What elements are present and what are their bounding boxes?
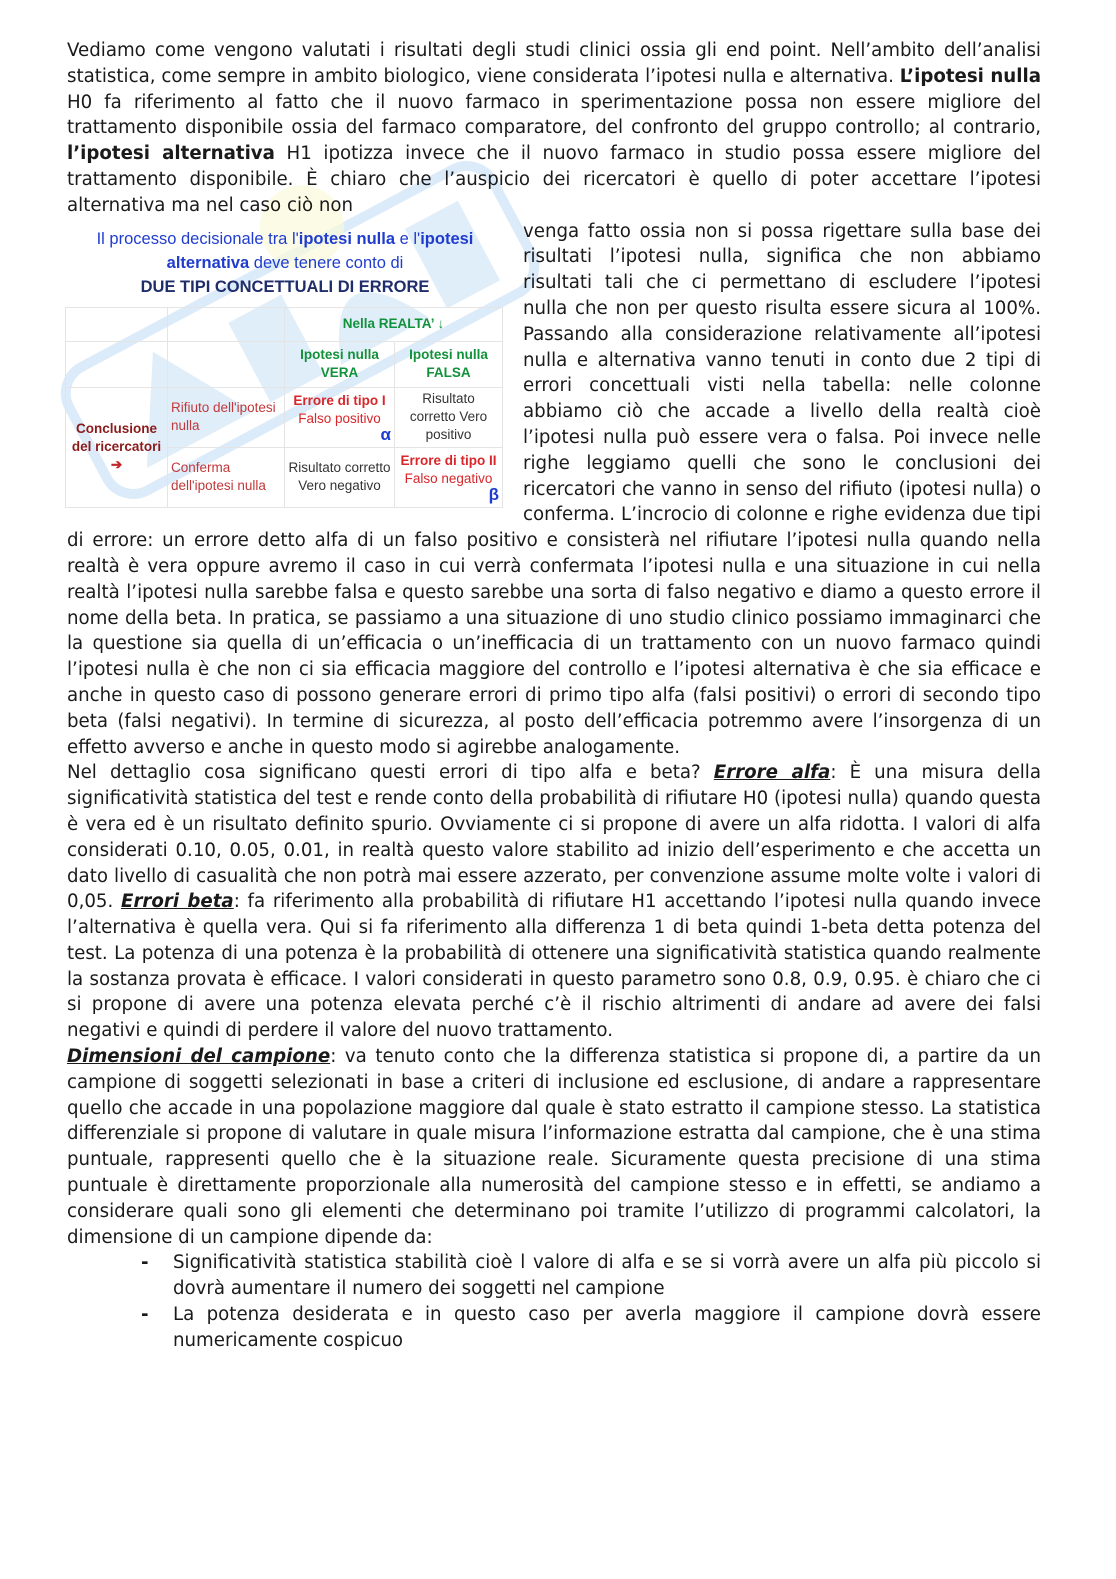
row-reject: Rifiuto dell'ipotesi nulla xyxy=(168,387,285,447)
cell-true-positive: Risultato corretto Vero positivo xyxy=(394,387,502,447)
cell-error-type-2: Errore di tipo II Falso negativo β xyxy=(394,447,502,507)
sample-size-list xyxy=(67,1250,1041,1353)
row-conclusion: Conclusione del ricercatori ➔ xyxy=(66,387,168,507)
term-ipotesi-nulla: L’ipotesi nulla xyxy=(899,65,1041,87)
col-null-false: Ipotesi nulla FALSA xyxy=(394,341,502,387)
paragraph-sample-size: Dimensioni del campione: va tenuto conto che la differenza statistica si propone di, a partire da un campione di soggetti selezionati in base a criteri di inclusione ed esclusione, di andare a rappresentare quello che accade in una popolazione maggiore dal quale è stato estratto il campione stesso. La statistica differenziale si propone di valutare in quale misura l’informazione estratta dal campione, che è una stima puntuale, rappresenti quello che è la situazione reale. Sicuramente questa precisione di una stima puntuale è direttamente proporzionale alla numerosità del campione stesso e in effetti, se andiamo a considerare quali sono gli elementi che determinano poi tramite l’utilizzo di programmi calcolatori, la dimensione di un campione dipende da: xyxy=(67,1046,1041,1248)
beta-symbol: β xyxy=(488,485,499,505)
arrow-right-icon: ➔ xyxy=(110,457,123,473)
paragraph-error-types: venga fatto ossia non si possa rigettare sulla base dei risultati l’ipotesi nulla, significa che non abbiamo risultati tali che ci permettano di escludere l’ipotesi nulla che non per questo risulta essere sicura al 100%. Passando alla considerazione relativamente all’ipotesi nulla e alternativa vanno tenuti in conto due 2 tipi di errori concettuali visti nella tabella: nelle colonne abbiamo ciò che accade a livello della realtà cioè l’ipotesi nulla può essere vera o falsa. Poi invece nelle righe leggiamo quelli che sono le conclusioni dei ricercatori che vanno in senso del rifiuto (ipotesi nulla) o conferma. L’incrocio di colonne e righe evidenza due tipi di errore: un errore detto alfa di un falso positivo e consisterà nel rifiutare l’ipotesi nulla quando nella realtà è vera oppure avremo il caso in cui verrà confermata l’ipotesi nulla e una situazione in cui nella realtà l’ipotesi nulla sarebbe falsa e questo sarebbe una sorta di falso negativo e diamo a questo errore il nome della beta. In pratica, se passiamo a una situazione di uno studio clinico possiamo immaginarci che la questione sia quella di un’efficacia o un’inefficacia di un trattamento con un nuovo farmaco quindi l’ipotesi nulla è che non ci sia efficacia maggiore del controllo e l’ipotesi alternativa è che sia efficace e anche in questo caso di possono generare errori di primo tipo alfa (falsi positivi) o errori di secondo tipo beta (falsi negativi). In termine di sicurezza, al posto dell’efficacia potremmo avere l’insorgenza di un effetto avverso e anche in questo modo si agirebbe analogamente. xyxy=(67,220,1041,758)
document-body xyxy=(67,38,1041,1354)
col-null-true: Ipotesi nulla VERA xyxy=(285,341,395,387)
reality-header: Nella REALTA’ ↓ xyxy=(285,307,503,341)
paragraph-intro: Vediamo come vengono valutati i risultati degli studi clinici ossia gli end point. Nell’ambito dell’analisi statistica, come sempre in ambito biologico, viene considerata l’ipotesi nulla e alternativa. L’ipotesi nulla H0 fa riferimento al fatto che il nuovo farmaco in sperimentazione possa non essere migliore del trattamento disponibile ossia del farmaco comparatore, del confronto del gruppo controllo; al contrario, l’ipotesi alternativa H1 ipotizza invece che il nuovo farmaco in studio possa essere migliore del trattamento disponibile. È chiaro che l’auspicio dei ricercatori è quello di poter accettare l’ipotesi alternativa ma nel caso ciò non xyxy=(67,40,1041,216)
alpha-symbol: α xyxy=(380,425,391,445)
term-dimensioni-campione: Dimensioni del campione xyxy=(67,1046,331,1068)
figure-title: Il processo decisionale tra l'ipotesi nulla e l'ipotesi alternativa deve tenere conto di DUE TIPI CONCETTUALI DI ERRORE xyxy=(96,229,474,296)
term-errori-beta: Errori beta xyxy=(121,891,234,913)
term-ipotesi-alternativa: l’ipotesi alternativa xyxy=(67,143,275,165)
cell-true-negative: Risultato corretto Vero negativo xyxy=(285,447,395,507)
paragraph-alpha-beta: Nel dettaglio cosa significano questi errori di tipo alfa e beta? Errore alfa: È una misura della significatività statistica del test e rende conto della probabilità di rifiutare H0 (ipotesi nulla) quando questa è vera ed è un risultato definito spurio. Ovviamente ci si propone di avere un alfa ridotta. I valori di alfa considerati 0.10, 0.05, 0.01, in realtà questo valore stabilito ad inizio dell’esperimento e che accetta un dato livello di casualità che non potrà mai essere azzerato, per convenzione assume molte volte i valori di 0,05. Errori beta: fa riferimento alla probabilità di rifiutare H1 accettando l’ipotesi nulla quando invece l’alternativa è quella vera. Qui si fa riferimento alla differenza 1 di beta quindi 1-beta detta potenza del test. La potenza di una potenza è la probabilità di ottenere una significatività statistica quando realmente la sostanza provata è efficace. I valori considerati in questo parametro sono 0.8, 0.9, 0.95. è chiaro che ci si propone di avere una potenza elevata perché c’è il rischio altrimenti di andare ad avere dei falsi negativi e quindi di perdere il valore del nuovo trattamento. xyxy=(67,762,1042,1042)
list-item: - La potenza desiderata e in questo caso per averla maggiore il campione dovrà essere numericamente cospicuo xyxy=(173,1302,1041,1354)
arrow-down-icon: ↓ xyxy=(437,316,445,332)
row-confirm: Conferma dell'ipotesi nulla xyxy=(168,447,285,507)
error-types-figure xyxy=(65,227,505,508)
error-types-table xyxy=(65,307,503,508)
term-errore-alfa: Errore alfa xyxy=(713,762,831,784)
list-item: - Significatività statistica stabilità cioè l valore di alfa e se si vorrà avere un alfa più piccolo si dovrà aumentare il numero dei soggetti nel campione xyxy=(173,1250,1041,1302)
cell-error-type-1: Errore di tipo I Falso positivo α xyxy=(285,387,395,447)
